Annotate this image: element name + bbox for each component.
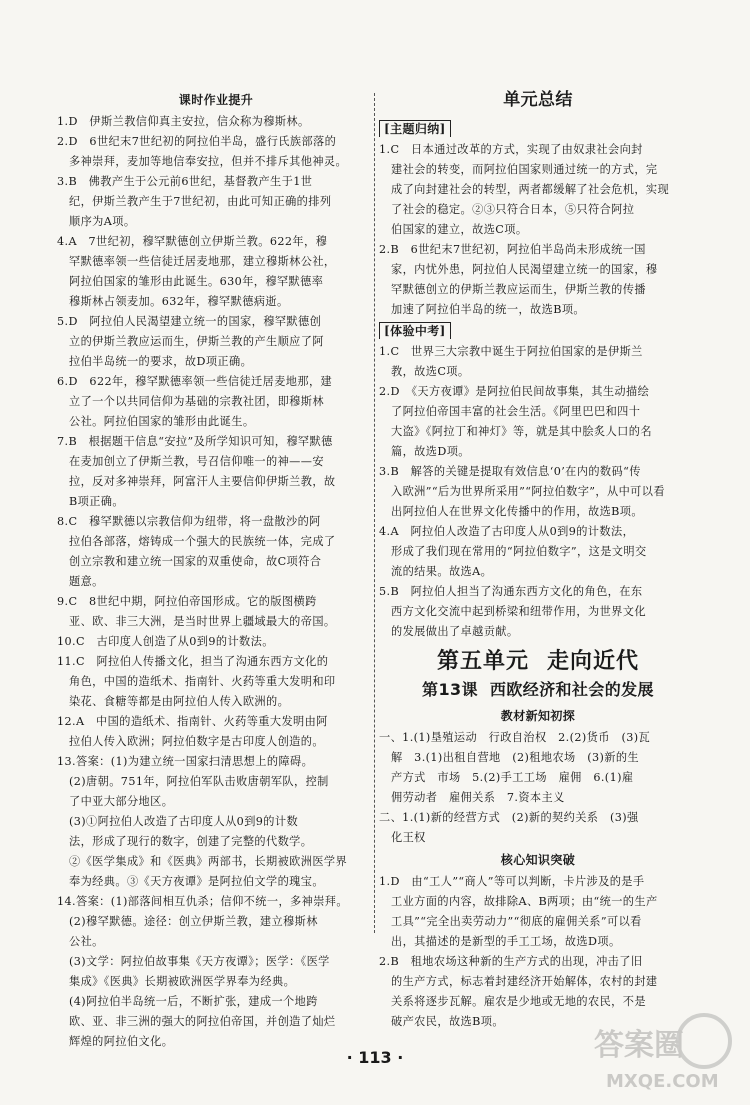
answer-line: 形成了我们现在常用的“阿拉伯数字”，这是文明交 xyxy=(391,545,647,558)
answer-item xyxy=(379,728,697,808)
theme-answer-list xyxy=(379,140,697,320)
answer-line: 10.C 古印度人创造了从0到9的计数法。 xyxy=(57,635,274,648)
answer-line: 染花、食糖等都是由阿拉伯人传入欧洲的。 xyxy=(69,695,290,708)
answer-line: 欧、亚、非三洲的强大的阿拉伯帝国，并创造了灿烂 xyxy=(69,1015,336,1028)
answer-line: 奉为经典。③《天方夜谭》是阿拉伯文学的瑰宝。 xyxy=(69,875,324,888)
answer-line: 关系将逐步瓦解。雇农是少地或无地的农民，不是 xyxy=(391,995,646,1008)
answer-line: 在麦加创立了伊斯兰教，号召信仰唯一的神——安 xyxy=(69,455,324,468)
answer-line: 公社。 xyxy=(69,935,104,948)
answer-item xyxy=(379,808,697,848)
answer-line: 大盗》《阿拉丁和神灯》等，就是其中脍炙人口的名 xyxy=(391,425,652,438)
answer-line: 二、1.(1)新的经营方式 (2)新的契约关系 (3)强 xyxy=(379,811,639,824)
page-number: · 113 · xyxy=(346,1048,404,1067)
answer-line: 罕默德创立的伊斯兰教应运而生，伊斯兰教的传播 xyxy=(391,283,646,296)
answer-line: 了中亚大部分地区。 xyxy=(69,795,174,808)
answer-line: ②《医学集成》和《医典》两部书，长期被欧洲医学界 xyxy=(69,855,348,868)
answer-line: 的生产方式，标志着封建经济开始解体，农村的封建 xyxy=(391,975,658,988)
answer-line: 3.B 佛教产生于公元前6世纪，基督教产生于1世 xyxy=(57,175,313,188)
answer-line: 化王权 xyxy=(391,831,426,844)
answer-line: 入欧洲”“后为世界所采用”“阿拉伯数字”，从中可以看 xyxy=(391,485,665,498)
answer-line: 7.B 根据题干信息“安拉”及所学知识可知，穆罕默德 xyxy=(57,435,333,448)
answer-line: 产方式 市场 5.(2)手工工场 雇佣 6.(1)雇 xyxy=(391,771,634,784)
answer-line: 出，其描述的是新型的手工工场，故选D项。 xyxy=(391,935,621,948)
answer-line: 的发展做出了卓越贡献。 xyxy=(391,625,519,638)
answer-line: 亚、欧、非三大洲，是当时世界上疆域最大的帝国。 xyxy=(69,615,336,628)
answer-line: 集成》《医典》长期被欧洲医学界奉为经典。 xyxy=(69,975,296,988)
answer-item xyxy=(57,712,375,752)
answer-item xyxy=(57,752,375,892)
answer-line: 13.答案：(1)为建立统一国家扫清思想上的障碍。 xyxy=(57,755,314,768)
answer-line: 解 3.(1)出租自营地 (2)租地农场 (3)新的生 xyxy=(391,751,640,764)
answer-item xyxy=(57,172,375,232)
section-title-new-knowledge: 教材新知初探 xyxy=(500,709,576,723)
theme-summary-heading: [主题归纳] xyxy=(379,120,451,137)
svg-text:答案圈: 答案圈 xyxy=(594,1028,684,1063)
answer-line: 5.B 阿拉伯人担当了沟通东西方文化的角色，在东 xyxy=(379,585,643,598)
answer-item xyxy=(379,872,697,952)
answer-item xyxy=(57,512,375,592)
answer-line: 了阿拉伯帝国丰富的社会生活。《阿里巴巴和四十 xyxy=(391,405,641,418)
answer-item xyxy=(379,462,697,522)
answer-line: 拉伯各部落，熔铸成一个强大的民族统一体，完成了 xyxy=(69,535,336,548)
answer-line: 伯国家的建立，故选C项。 xyxy=(391,223,528,236)
answer-line: 题意。 xyxy=(69,575,104,588)
answer-line: 5.D 阿拉伯人民渴望建立统一的国家，穆罕默德创 xyxy=(57,315,322,328)
answer-line: 西方文化交流中起到桥梁和纽带作用，为世界文化 xyxy=(391,605,646,618)
answer-line: (2)唐朝。751年，阿拉伯军队击败唐朝军队，控制 xyxy=(69,775,329,788)
answer-line: 6.D 622年，穆罕默德率领一些信徒迁居麦地那，建 xyxy=(57,375,333,388)
exam-answer-list xyxy=(379,342,697,642)
exam-experience-heading: [体验中考] xyxy=(379,322,451,339)
answer-line: 工具”“完全出卖劳动力”“彻底的雇佣关系”可以看 xyxy=(391,915,642,928)
answer-line: 1.D 伊斯兰教信仰真主安拉，信众称为穆斯林。 xyxy=(57,115,310,128)
answer-item xyxy=(379,342,697,382)
homework-answer-list xyxy=(57,112,375,1052)
answer-line: 14.答案：(1)部落间相互仇杀；信仰不统一，多神崇拜。 xyxy=(57,895,348,908)
answer-item xyxy=(57,372,375,432)
answer-line: 创立宗教和建立统一国家的双重使命，故C项符合 xyxy=(69,555,322,568)
answer-item xyxy=(57,432,375,512)
answer-line: 辉煌的阿拉伯文化。 xyxy=(69,1035,174,1048)
answer-item xyxy=(57,892,375,1052)
answer-line: 角色，中国的造纸术、指南针、火药等重大发明和印 xyxy=(69,675,336,688)
answer-line: 家，内忧外患，阿拉伯人民渴望建立统一的国家，穆 xyxy=(391,263,658,276)
answer-line: 4.A 阿拉伯人改造了古印度人从0到9的计数法， xyxy=(379,525,635,538)
answer-line: 教，故选C项。 xyxy=(391,365,470,378)
answer-line: 公社。阿拉伯国家的雏形由此诞生。 xyxy=(69,415,255,428)
answer-line: 立了一个以共同信仰为基础的宗教社团，即穆斯林 xyxy=(69,395,324,408)
answer-line: 立的伊斯兰教应运而生，伊斯兰教的产生顺应了阿 xyxy=(69,335,324,348)
section-title-core: 核心知识突破 xyxy=(500,853,576,867)
answer-item xyxy=(379,140,697,240)
answer-item xyxy=(379,522,697,582)
answer-line: 2.D 《天方夜谭》是阿拉伯民间故事集，其生动描绘 xyxy=(379,385,650,398)
answer-line: 法，形成了现行的数字，创建了完整的代数学。 xyxy=(69,835,313,848)
answer-line: 拉，反对多神崇拜，阿富汗人主要信仰伊斯兰教，故 xyxy=(69,475,336,488)
answer-line: 11.C 阿拉伯人传播文化，担当了沟通东西方文化的 xyxy=(57,655,329,668)
answer-line: 佣劳动者 雇佣关系 7.资本主义 xyxy=(391,791,565,804)
svg-text:MXQE.COM: MXQE.COM xyxy=(606,1071,719,1092)
new-knowledge-list xyxy=(379,728,697,848)
answer-line: 多神崇拜，麦加等地信奉安拉，但并不排斥其他神灵。 xyxy=(69,155,348,168)
answer-line: 成了向封建社会的转型，两者都缓解了社会危机，实现 xyxy=(391,183,670,196)
answer-line: 建社会的转变，而阿拉伯国家则通过统一的方式，完 xyxy=(391,163,658,176)
answer-line: 顺序为A项。 xyxy=(69,215,136,228)
answer-line: 破产农民，故选B项。 xyxy=(391,1015,504,1028)
answer-item xyxy=(379,382,697,462)
answer-line: 1.C 日本通过改革的方式，实现了由奴隶社会向封 xyxy=(379,143,643,156)
answer-line: 工业方面的内容，故排除A、B两项；由“统一的生产 xyxy=(391,895,658,908)
answer-line: 罕默德率领一些信徒迁居麦地那，建立穆斯林公社， xyxy=(69,255,336,268)
answer-item xyxy=(57,312,375,372)
unit-title: 第五单元 走向近代 xyxy=(436,649,640,674)
answer-line: 9.C 8世纪中期，阿拉伯帝国形成。它的版图横跨 xyxy=(57,595,317,608)
answer-line: 穆斯林占领麦加。632年，穆罕默德病逝。 xyxy=(69,295,289,308)
answer-line: 1.D 由“工人”“商人”等可以判断，卡片涉及的是手 xyxy=(379,875,645,888)
answer-line: 2.B 租地农场这种新的生产方式的出现，冲击了旧 xyxy=(379,955,643,968)
answer-item xyxy=(57,632,375,652)
answer-line: 篇，故选D项。 xyxy=(391,445,470,458)
answer-item xyxy=(379,240,697,320)
left-column xyxy=(57,88,375,1052)
answer-line: (3)①阿拉伯人改造了古印度人从0到9的计数 xyxy=(69,815,299,828)
answer-line: 拉伯人传入欧洲；阿拉伯数字是古印度人创造的。 xyxy=(69,735,324,748)
answer-line: (2)穆罕默德。途径：创立伊斯兰教，建立穆斯林 xyxy=(69,915,318,928)
answer-line: 4.A 7世纪初，穆罕默德创立伊斯兰教。622年，穆 xyxy=(57,235,328,248)
answer-line: 3.B 解答的关键是提取有效信息‘0’在内的数码“传 xyxy=(379,465,641,478)
answer-line: 拉伯半岛统一的要求，故D项正确。 xyxy=(69,355,253,368)
answer-line: 12.A 中国的造纸术、指南针、火药等重大发明由阿 xyxy=(57,715,328,728)
answer-line: (3)文学：阿拉伯故事集《天方夜谭》；医学：《医学 xyxy=(69,955,330,968)
answer-line: 一、1.(1)垦殖运动 行政自治权 2.(2)货币 (3)瓦 xyxy=(379,731,651,744)
answer-line: 2.B 6世纪末7世纪初，阿拉伯半岛尚未形成统一国 xyxy=(379,243,646,256)
answer-line: 纪，伊斯兰教产生于7世纪初，由此可知正确的排列 xyxy=(69,195,332,208)
answer-line: 阿拉伯国家的雏形由此诞生。630年，穆罕默德率 xyxy=(69,275,324,288)
watermark-logo xyxy=(586,1007,736,1097)
answer-line: 加速了阿拉伯半岛的统一，故选B项。 xyxy=(391,303,586,316)
lesson-title: 第13课 西欧经济和社会的发展 xyxy=(422,680,654,699)
answer-line: 1.C 世界三大宗教中诞生于阿拉伯国家的是伊斯兰 xyxy=(379,345,643,358)
answer-line: (4)阿拉伯半岛统一后，不断扩张，建成一个地跨 xyxy=(69,995,318,1008)
answer-item xyxy=(57,112,375,132)
answer-item xyxy=(57,652,375,712)
answer-line: B项正确。 xyxy=(69,495,124,508)
answer-line: 出阿拉伯人在世界文化传播中的作用，故选B项。 xyxy=(391,505,643,518)
unit-summary-title: 单元总结 xyxy=(503,90,573,110)
answer-line: 流的结果。故选A。 xyxy=(391,565,493,578)
answer-item xyxy=(57,132,375,172)
section-title-homework: 课时作业提升 xyxy=(178,93,254,107)
answer-line: 8.C 穆罕默德以宗教信仰为纽带，将一盘散沙的阿 xyxy=(57,515,321,528)
answer-item xyxy=(57,232,375,312)
answer-item xyxy=(57,592,375,632)
right-column xyxy=(379,88,697,1032)
answer-line: 2.D 6世纪末7世纪初的阿拉伯半岛，盛行氏族部落的 xyxy=(57,135,337,148)
answer-line: 了社会的稳定。②③只符合日本，⑤只符合阿拉 xyxy=(391,203,635,216)
answer-item xyxy=(379,582,697,642)
